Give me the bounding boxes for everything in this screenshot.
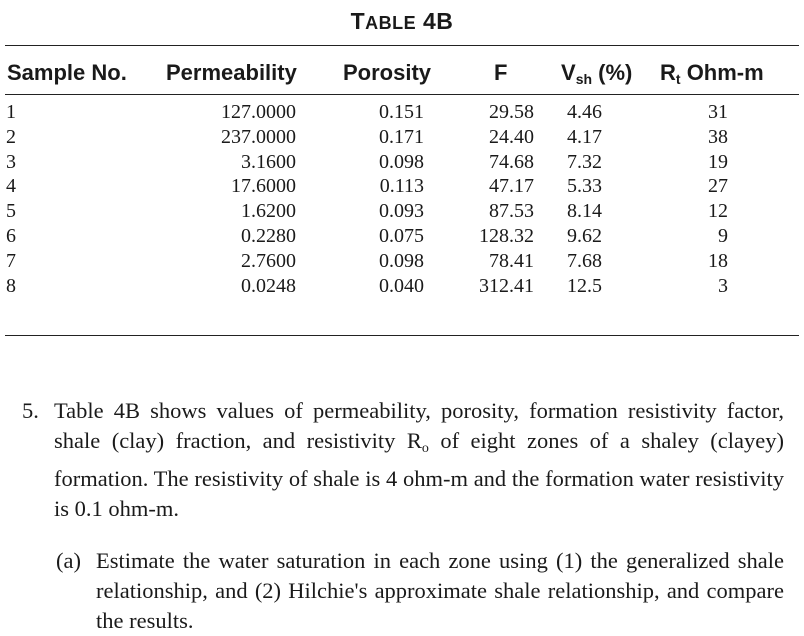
header-sample-no: Sample No. [7, 60, 127, 85]
cell-porosity: 0.093 [379, 200, 424, 223]
cell-porosity: 0.075 [379, 224, 424, 247]
cell-sample-no: 6 [6, 224, 16, 247]
problem-text [54, 396, 784, 524]
header-vsh-unit: (%) [598, 60, 633, 85]
header-porosity: Porosity [343, 60, 432, 85]
cell-vsh: 8.14 [567, 200, 602, 223]
cell-porosity: 0.151 [379, 101, 424, 123]
table-row [0, 249, 728, 274]
cell-f: 29.58 [489, 101, 534, 123]
caption-initial: T [350, 8, 366, 34]
cell-f: 312.41 [479, 274, 534, 297]
cell-porosity: 0.098 [379, 249, 424, 272]
cell-porosity: 0.098 [379, 150, 424, 173]
problem-text-after: of eight zones of a shaley (clayey) formation. The resistivity of shale is 4 ohm-m and the formation water resistivity is 0.1 ohm-m. [54, 428, 784, 521]
cell-permeability: 127.0000 [221, 101, 296, 123]
cell-rt: 38 [708, 125, 728, 148]
table-caption [0, 8, 804, 35]
cell-sample-no: 4 [6, 175, 16, 198]
header-rt-unit: Ohm-m [686, 60, 764, 85]
part-a-label: (a) [56, 548, 81, 573]
cell-sample-no: 2 [6, 125, 16, 148]
table-row [0, 100, 728, 125]
table-row [0, 125, 728, 150]
problem-part-a [56, 546, 784, 636]
cell-f: 128.32 [479, 224, 534, 247]
cell-rt: 18 [708, 249, 728, 272]
problem-ro-sub: o [421, 441, 429, 456]
cell-vsh: 12.5 [567, 274, 602, 297]
cell-f: 24.40 [489, 125, 534, 148]
cell-permeability: 2.7600 [241, 249, 296, 272]
table-top-rule [5, 45, 799, 46]
cell-permeability: 3.1600 [241, 150, 296, 173]
cell-permeability: 237.0000 [221, 125, 296, 148]
table-row [0, 224, 728, 249]
problem-text-before: Table 4B shows values of permeability, porosity, formation resistivity factor, shale (clay) fraction, and resistivity R [54, 398, 784, 453]
cell-permeability: 1.6200 [241, 200, 296, 223]
problem-number: 5. [22, 398, 39, 423]
data-table [0, 100, 728, 298]
table-row [0, 150, 728, 175]
header-vsh-main: V [561, 60, 576, 85]
cell-rt: 31 [708, 101, 728, 123]
table-row [0, 174, 728, 199]
cell-permeability: 17.6000 [231, 175, 296, 198]
cell-vsh: 7.32 [567, 150, 602, 173]
cell-sample-no: 8 [6, 274, 16, 297]
header-vsh [561, 60, 632, 87]
cell-f: 78.41 [489, 249, 534, 272]
table-body [0, 100, 728, 298]
cell-rt: 19 [708, 150, 728, 173]
cell-vsh: 5.33 [567, 175, 602, 198]
cell-f: 47.17 [489, 175, 534, 198]
cell-porosity: 0.113 [379, 175, 424, 198]
cell-rt: 9 [718, 224, 728, 247]
part-a-text: Estimate the water saturation in each zone using (1) the generalized shale relationship, and (2) Hilchie's approximate shale relationship, and compare the results. [96, 548, 784, 633]
header-rt-main: R [660, 60, 676, 85]
header-permeability: Permeability [166, 60, 297, 85]
cell-sample-no: 3 [6, 150, 16, 173]
cell-porosity: 0.040 [379, 274, 424, 297]
cell-permeability: 0.2280 [241, 224, 296, 247]
header-rt-sub: t [675, 71, 681, 87]
table-row [0, 199, 728, 224]
cell-vsh: 4.17 [567, 125, 602, 148]
cell-sample-no: 1 [6, 101, 16, 123]
header-vsh-sub: sh [575, 71, 593, 87]
cell-f: 74.68 [489, 150, 534, 173]
caption-number: 4B [423, 8, 454, 34]
cell-f: 87.53 [489, 200, 534, 223]
cell-vsh: 4.46 [567, 101, 602, 123]
cell-rt: 27 [708, 175, 728, 198]
caption-smallcaps: ABLE [365, 13, 417, 33]
cell-porosity: 0.171 [379, 125, 424, 148]
cell-sample-no: 7 [6, 249, 16, 272]
header-f: F [494, 60, 508, 85]
cell-permeability: 0.0248 [241, 274, 296, 297]
header-rt [660, 60, 764, 87]
cell-rt: 12 [708, 200, 728, 223]
cell-vsh: 7.68 [567, 249, 602, 272]
cell-rt: 3 [718, 274, 728, 297]
cell-vsh: 9.62 [567, 224, 602, 247]
problem-5 [22, 396, 784, 524]
table-bottom-rule [5, 335, 799, 336]
table-header-rule [5, 94, 799, 95]
table-row [0, 274, 728, 299]
cell-sample-no: 5 [6, 200, 16, 223]
